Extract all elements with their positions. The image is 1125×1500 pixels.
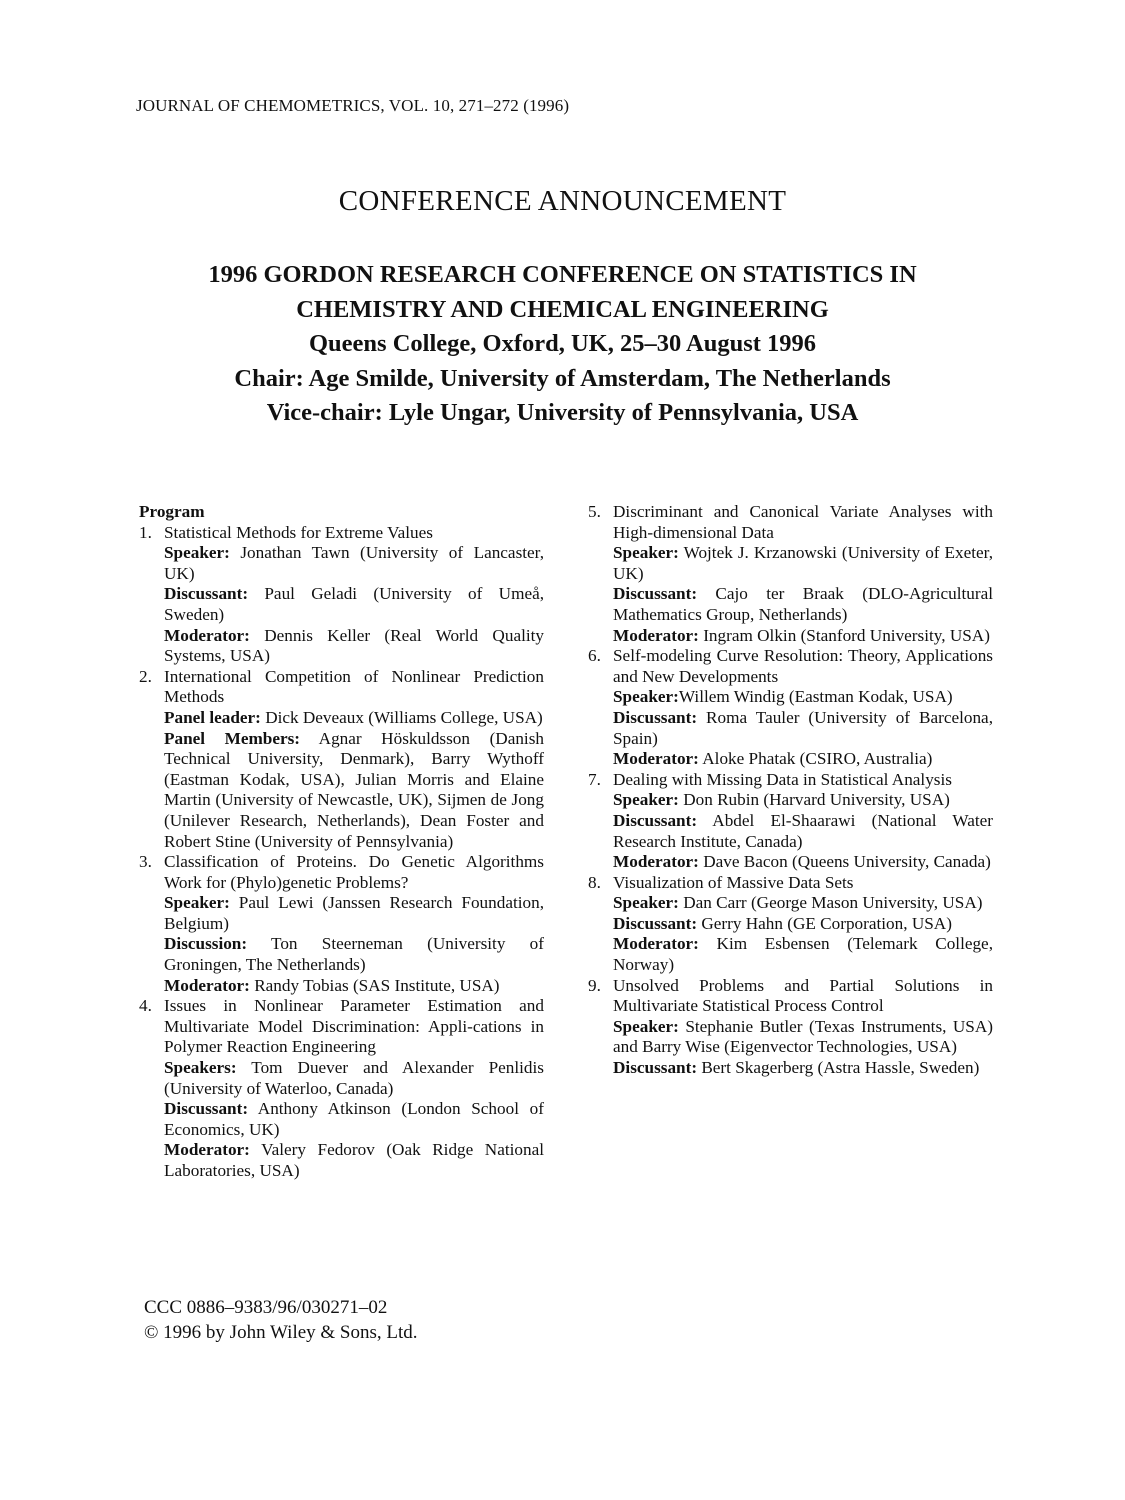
role-label: Moderator: bbox=[164, 1140, 250, 1160]
program-item-role bbox=[164, 1140, 549, 1181]
program-item-role bbox=[164, 1058, 549, 1099]
conference-title-line-2: CHEMISTRY AND CHEMICAL ENGINEERING bbox=[296, 295, 829, 323]
role-text: Gerry Hahn (GE Corporation, USA) bbox=[697, 913, 952, 933]
program-item-heading bbox=[588, 873, 993, 894]
role-text: Agnar Höskuldsson (Danish Technical University, Denmark), Barry Wythoff (Eastman Kodak, USA), Julian Morris and Elaine Martin (University of Newcastle, UK), Sijmen de Jong (Unilever Research, Netherlands), Dean Foster and Robert Stine (University of Pennsylvania) bbox=[164, 728, 549, 851]
role-text: Anthony Atkinson (London School of Economics, UK) bbox=[164, 1099, 549, 1139]
role-label: Speaker: bbox=[613, 1016, 679, 1036]
role-label: Discussant: bbox=[613, 913, 698, 933]
role-label: Speaker: bbox=[613, 790, 679, 810]
conference-info bbox=[0, 258, 1125, 431]
role-text: Willem Windig (Eastman Kodak, USA) bbox=[678, 687, 953, 707]
program-item-role bbox=[613, 687, 993, 708]
role-text: Abdel El-Shaarawi (National Water Research Institute, Canada) bbox=[613, 810, 998, 851]
program-item bbox=[588, 769, 998, 873]
program-item-role bbox=[613, 626, 993, 647]
role-text: Paul Geladi (University of Umeå, Sweden) bbox=[164, 584, 549, 624]
role-text: Aloke Phatak (CSIRO, Australia) bbox=[698, 749, 933, 769]
program-list-left bbox=[139, 522, 549, 1182]
role-label: Speaker: bbox=[613, 543, 679, 563]
program-item-role bbox=[613, 1058, 993, 1079]
program-item-number: 1. bbox=[139, 522, 152, 542]
role-text: Randy Tobias (SAS Institute, USA) bbox=[249, 975, 500, 995]
program-item bbox=[588, 872, 998, 976]
program-item-title: Dealing with Missing Data in Statistical Analysis bbox=[613, 769, 952, 789]
conference-vice-chair: Vice-chair: Lyle Ungar, University of Pennsylvania, USA bbox=[266, 399, 859, 426]
role-text: Dave Bacon (Queens University, Canada) bbox=[698, 852, 991, 872]
program-item-role bbox=[164, 934, 549, 975]
role-label: Discussant: bbox=[613, 707, 698, 727]
program-item-title: Discriminant and Canonical Variate Analyses with High-dimensional Data bbox=[613, 502, 993, 542]
role-text: Cajo ter Braak (DLO-Agricultural Mathematics Group, Netherlands) bbox=[613, 584, 998, 624]
program-column-right bbox=[588, 502, 998, 1079]
program-item-role bbox=[164, 1099, 549, 1140]
program-item-title: Visualization of Massive Data Sets bbox=[613, 872, 854, 892]
program-item bbox=[139, 852, 549, 996]
role-label: Discussant: bbox=[164, 584, 249, 604]
program-item bbox=[588, 646, 998, 770]
footer bbox=[144, 1295, 418, 1345]
role-label: Speaker: bbox=[613, 687, 679, 707]
program-item-number: 7. bbox=[588, 769, 601, 789]
role-label: Moderator: bbox=[613, 749, 699, 769]
role-label: Moderator: bbox=[613, 934, 699, 954]
program-item-role bbox=[613, 1016, 998, 1058]
program-item-role bbox=[613, 707, 998, 749]
program-item-role bbox=[613, 584, 998, 625]
journal-header: JOURNAL OF CHEMOMETRICS, VOL. 10, 271–272 (1996) bbox=[136, 96, 570, 115]
role-label: Discussant: bbox=[613, 584, 698, 604]
program-item-number: 2. bbox=[139, 666, 152, 686]
program-item-role bbox=[613, 810, 998, 852]
program-item-heading bbox=[588, 502, 993, 543]
conference-title-line-1: 1996 GORDON RESEARCH CONFERENCE ON STATISTICS IN bbox=[208, 261, 917, 288]
role-text: Valery Fedorov (Oak Ridge National Laboratories, USA) bbox=[164, 1140, 549, 1180]
program-item-role bbox=[164, 893, 549, 934]
program-item-number: 8. bbox=[588, 872, 601, 892]
role-label: Speaker: bbox=[164, 893, 230, 913]
program-item-heading bbox=[139, 996, 544, 1058]
role-label: Discussant: bbox=[613, 1058, 698, 1078]
program-item bbox=[139, 666, 549, 852]
program-item-title: International Competition of Nonlinear Prediction Methods bbox=[164, 666, 544, 707]
program-item-role bbox=[613, 852, 993, 873]
program-item-title: Statistical Methods for Extreme Values bbox=[164, 522, 433, 542]
program-item-role bbox=[613, 914, 993, 935]
role-label: Panel Members: bbox=[164, 728, 301, 748]
ccc-code: CCC 0886–9383/96/030271–02 bbox=[144, 1297, 388, 1318]
role-label: Moderator: bbox=[613, 625, 699, 645]
role-text: Don Rubin (Harvard University, USA) bbox=[678, 790, 950, 810]
program-item-heading bbox=[139, 523, 544, 544]
program-item-role bbox=[164, 976, 544, 997]
program-item-role bbox=[613, 543, 998, 584]
program-list-right bbox=[588, 502, 998, 1079]
conference-venue: Queens College, Oxford, UK, 25–30 August 1996 bbox=[308, 330, 817, 357]
role-text: Jonathan Tawn (University of Lancaster, UK) bbox=[164, 543, 549, 583]
program-item-title: Classification of Proteins. Do Genetic Algorithms Work for (Phylo)genetic Problems? bbox=[164, 852, 544, 892]
copyright: © 1996 by John Wiley & Sons, Ltd. bbox=[144, 1322, 418, 1343]
role-label: Moderator: bbox=[613, 852, 699, 872]
role-label: Panel leader: bbox=[164, 707, 261, 727]
program-heading: Program bbox=[139, 502, 205, 521]
program-item-role bbox=[164, 584, 549, 625]
role-text: Tom Duever and Alexander Penlidis (University of Waterloo, Canada) bbox=[164, 1058, 549, 1098]
program-item-heading bbox=[588, 976, 993, 1017]
announcement-title: CONFERENCE ANNOUNCEMENT bbox=[338, 185, 787, 217]
program-item-role bbox=[164, 728, 549, 853]
role-text: Bert Skagerberg (Astra Hassle, Sweden) bbox=[697, 1058, 980, 1078]
role-text: Stephanie Butler (Texas Instruments, USA) and Barry Wise (Eigenvector Technologies, USA) bbox=[613, 1016, 998, 1057]
role-label: Moderator: bbox=[164, 975, 250, 995]
role-text: Kim Esbensen (Telemark College, Norway) bbox=[613, 934, 998, 975]
program-item-title: Issues in Nonlinear Parameter Estimation and Multivariate Model Discrimination: Appli-cations in Polymer Reaction Engineering bbox=[164, 996, 544, 1057]
program-column-left bbox=[139, 502, 549, 1182]
program-item-role bbox=[164, 543, 549, 584]
program-item-number: 5. bbox=[588, 502, 601, 521]
program-item-heading bbox=[139, 852, 544, 893]
role-label: Discussant: bbox=[613, 810, 698, 830]
role-label: Speakers: bbox=[164, 1058, 237, 1078]
program-item-role bbox=[164, 625, 549, 667]
program-item-number: 6. bbox=[588, 646, 601, 666]
program-item-role bbox=[613, 790, 993, 811]
program-item-role bbox=[613, 749, 993, 770]
conference-chair: Chair: Age Smilde, University of Amsterdam, The Netherlands bbox=[234, 364, 891, 392]
role-text: Dennis Keller (Real World Quality Systems, USA) bbox=[164, 625, 549, 666]
role-label: Speaker: bbox=[164, 543, 230, 563]
role-text: Paul Lewi (Janssen Research Foundation, Belgium) bbox=[164, 893, 549, 933]
program-item bbox=[588, 975, 998, 1079]
program-item-title: Unsolved Problems and Partial Solutions in Multivariate Statistical Process Control bbox=[613, 975, 993, 1016]
program-item-number: 9. bbox=[588, 975, 601, 995]
program-item bbox=[139, 522, 549, 667]
program-item-title: Self-modeling Curve Resolution: Theory, Applications and New Developments bbox=[613, 646, 993, 686]
role-label: Discussant: bbox=[164, 1099, 249, 1119]
role-text: Ton Steerneman (University of Groningen, The Netherlands) bbox=[164, 934, 549, 975]
program-item-role bbox=[613, 934, 998, 975]
program-item-role bbox=[613, 893, 993, 914]
program-item bbox=[588, 502, 998, 646]
program-item bbox=[139, 996, 549, 1181]
program-item-heading bbox=[588, 770, 993, 791]
program-item-number: 3. bbox=[139, 852, 152, 872]
role-text: Roma Tauler (University of Barcelona, Spain) bbox=[613, 707, 998, 748]
role-text: Dan Carr (George Mason University, USA) bbox=[678, 893, 983, 913]
role-label: Discussion: bbox=[164, 934, 248, 954]
program-item-role bbox=[164, 708, 544, 729]
program-item-number: 4. bbox=[139, 996, 152, 1016]
role-label: Moderator: bbox=[164, 625, 250, 645]
program-item-heading bbox=[588, 646, 993, 687]
program-item-heading bbox=[139, 667, 544, 708]
role-label: Speaker: bbox=[613, 893, 679, 913]
role-text: Dick Deveaux (Williams College, USA) bbox=[260, 707, 543, 727]
role-text: Wojtek J. Krzanowski (University of Exeter, UK) bbox=[613, 543, 998, 583]
role-text: Ingram Olkin (Stanford University, USA) bbox=[698, 625, 990, 645]
